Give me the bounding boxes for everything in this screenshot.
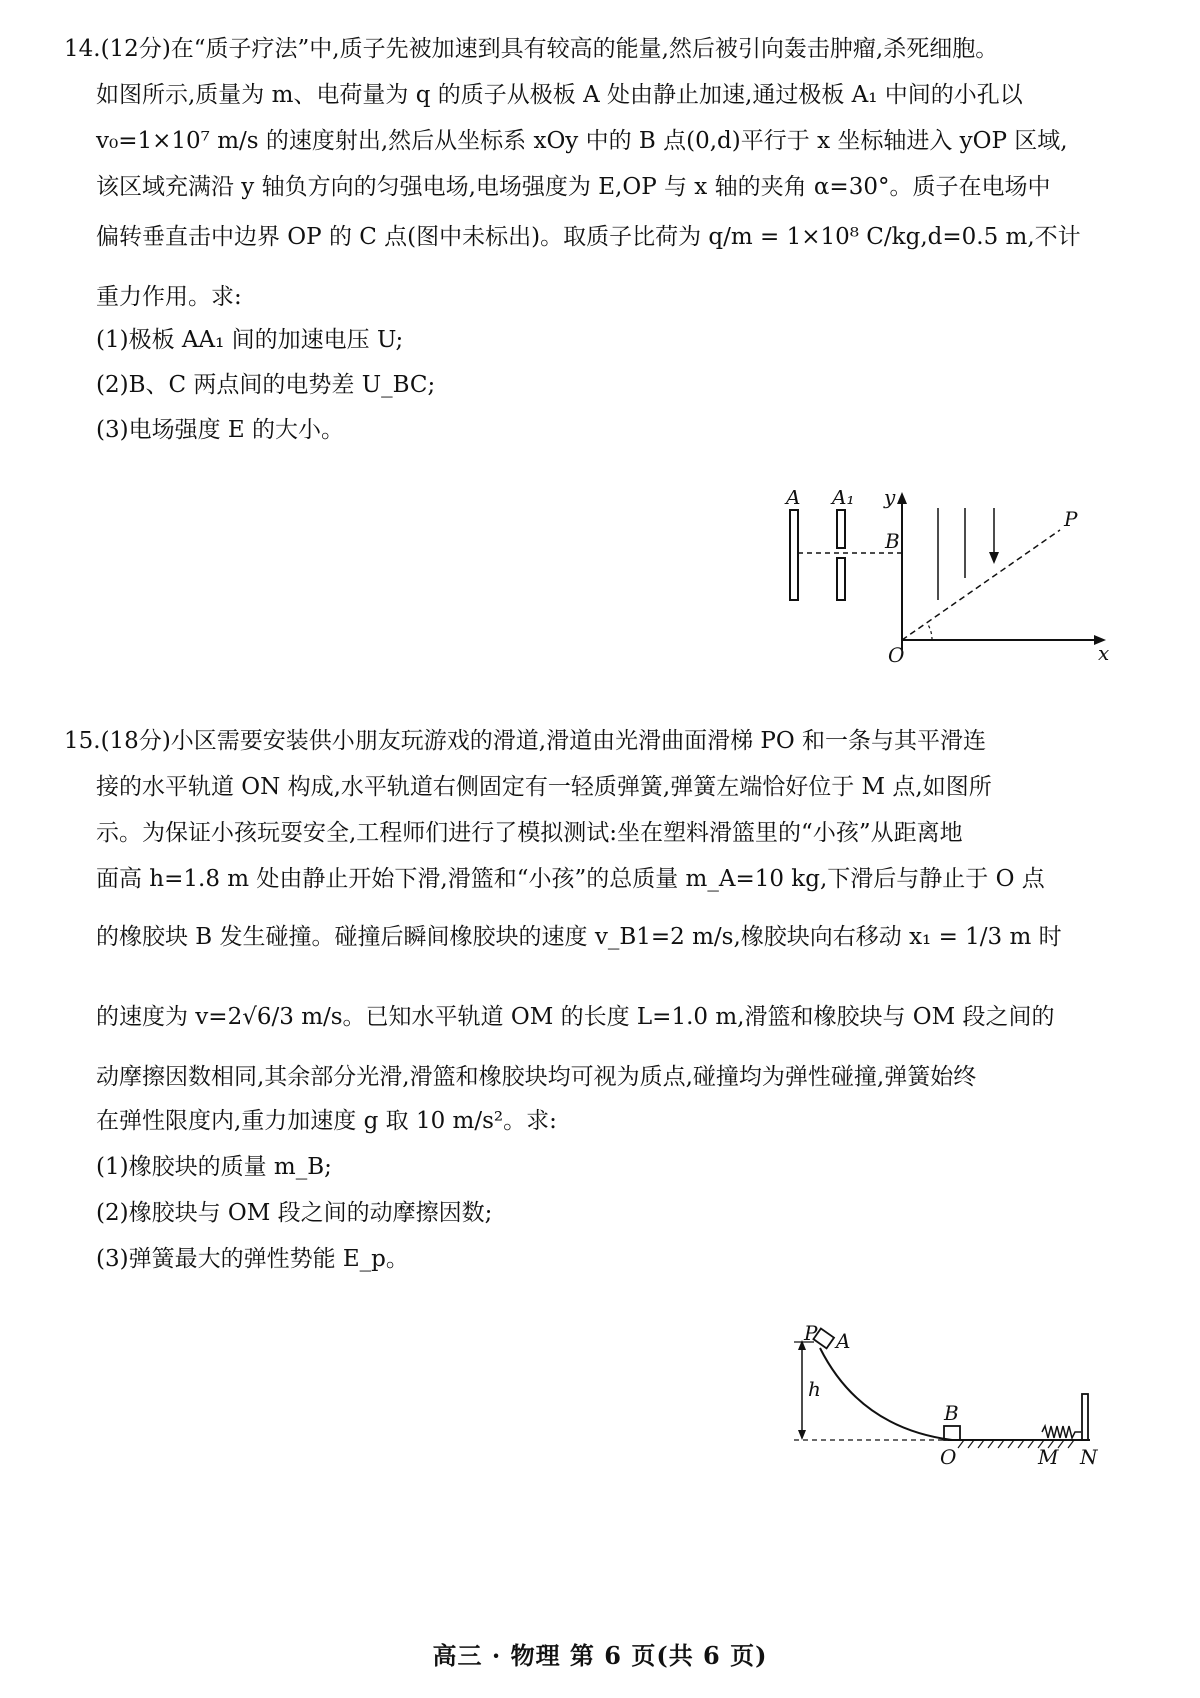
label-A: A (786, 490, 801, 509)
y-axis-arrow (897, 492, 907, 504)
plate-a (790, 510, 798, 600)
label-B: B (885, 529, 900, 553)
q15-line-5: 的橡胶块 B 发生碰撞。碰撞后瞬间橡胶块的速度 v_B1=2 m/s,橡胶块向右移动 x₁ = 1/3 m 时 (96, 924, 1062, 950)
q14-line-6: 重力作用。求: (96, 284, 242, 310)
label-x: x (1098, 641, 1110, 665)
q15-line-7: 动摩擦因数相同,其余部分光滑,滑篮和橡胶块均可视为质点,碰撞均为弹性碰撞,弹簧始终 (96, 1064, 977, 1090)
line-op (902, 530, 1060, 640)
q14-line-3: v₀=1×10⁷ m/s 的速度射出,然后从坐标系 xOy 中的 B 点(0,d)平行于 x 坐标轴进入 yOP 区域, (96, 128, 1068, 154)
q15-diagram (780, 1320, 1120, 1490)
label-N: N (1080, 1445, 1098, 1469)
label-P: P (804, 1321, 818, 1345)
label-A: A (836, 1329, 851, 1353)
q15-sub-1: (1)橡胶块的质量 m_B; (96, 1154, 332, 1180)
q15-line-4: 面高 h=1.8 m 处由静止开始下滑,滑篮和“小孩”的总质量 m_A=10 kg,下滑后与静止于 O 点 (96, 866, 1045, 892)
field-arrow-3 (989, 552, 999, 564)
q15-line-6: 的速度为 v=2√6/3 m/s。已知水平轨道 OM 的长度 L=1.0 m,滑篮和橡胶块与 OM 段之间的 (96, 1004, 1055, 1030)
label-O: O (940, 1445, 957, 1469)
label-y: y (884, 490, 896, 509)
slide-curve (820, 1348, 952, 1440)
angle-alpha-arc (927, 623, 932, 640)
label-P: P (1064, 507, 1078, 531)
q14-sub-1: (1)极板 AA₁ 间的加速电压 U; (96, 327, 404, 353)
label-B: B (944, 1401, 959, 1425)
q15-line-8: 在弹性限度内,重力加速度 g 取 10 m/s²。求: (96, 1108, 557, 1134)
q15-sub-3: (3)弹簧最大的弹性势能 E_p。 (96, 1246, 409, 1272)
spring (1042, 1426, 1081, 1438)
q14-line-4: 该区域充满沿 y 轴负方向的匀强电场,电场强度为 E,OP 与 x 轴的夹角 α=30°。质子在电场中 (96, 174, 1051, 200)
q15-sub-2: (2)橡胶块与 OM 段之间的动摩擦因数; (96, 1200, 493, 1226)
label-M: M (1038, 1445, 1059, 1469)
q14-line-1: 14.(12分)在“质子疗法”中,质子先被加速到具有较高的能量,然后被引向轰击肿瘤,杀死细胞。 (64, 36, 999, 62)
q14-sub-3: (3)电场强度 E 的大小。 (96, 417, 344, 443)
q14-line-2: 如图所示,质量为 m、电荷量为 q 的质子从极板 A 处由静止加速,通过极板 A₁ 中间的小孔以 (96, 82, 1023, 108)
label-O: O (888, 643, 905, 667)
label-A1: A₁ (832, 490, 855, 509)
q15-line-3: 示。为保证小孩玩耍安全,工程师们进行了模拟测试:坐在塑料滑篮里的“小孩”从距离地 (96, 820, 963, 846)
q15-line-1: 15.(18分)小区需要安装供小朋友玩游戏的滑道,滑道由光滑曲面滑梯 PO 和一条与其平滑连 (64, 728, 987, 754)
page-footer: 高三 · 物理 第 6 页(共 6 页) (432, 1641, 768, 1670)
wall (1082, 1394, 1088, 1440)
q14-diagram (780, 490, 1120, 670)
q14-line-5: 偏转垂直击中边界 OP 的 C 点(图中未标出)。取质子比荷为 q/m = 1×10⁸ C/kg,d=0.5 m,不计 (96, 224, 1081, 250)
q15-line-2: 接的水平轨道 ON 构成,水平轨道右侧固定有一轻质弹簧,弹簧左端恰好位于 M 点,如图所 (96, 774, 992, 800)
plate-a1-bottom (837, 558, 845, 600)
q14-sub-2: (2)B、C 两点间的电势差 U_BC; (96, 372, 436, 398)
rubber-block-b (944, 1426, 960, 1440)
height-arrow-bottom (798, 1430, 806, 1440)
plate-a1-top (837, 510, 845, 548)
label-h: h (808, 1377, 821, 1401)
